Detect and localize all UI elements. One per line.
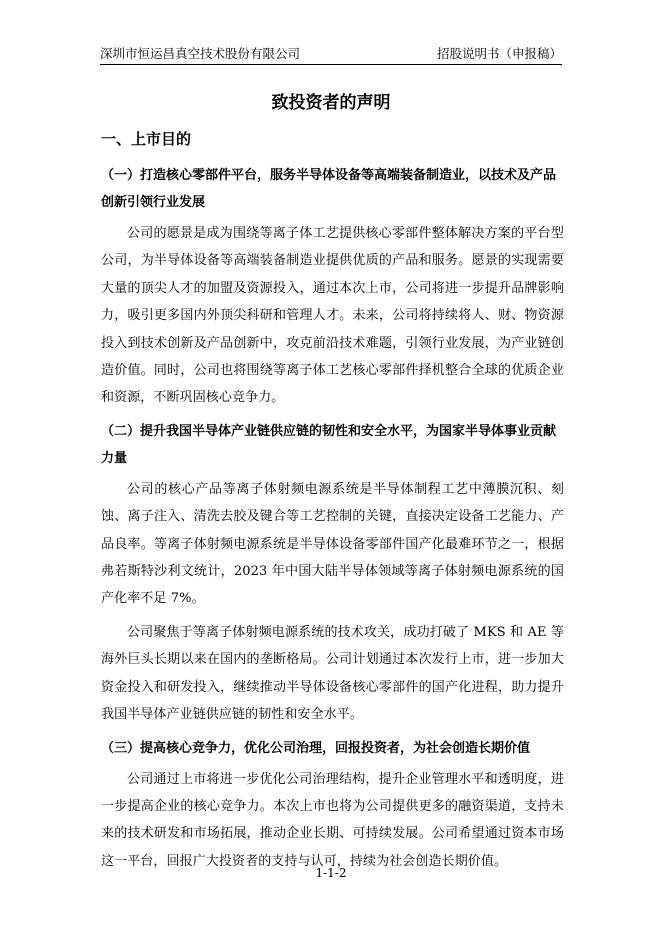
paragraph: 公司通过上市将进一步优化公司治理结构，提升企业管理水平和透明度，进一步提高企业的核心竞争力。本次上市也将为公司提供更多的融资渠道，支持未来的技术研发和市场拓展，推动企业长期、可持续发展。公司希望通过资本市场这一平台，回报广大投资者的支持与认可，持续为社会创造长期价值。 (101, 771, 564, 869)
header-document-type: 招股说明书（申报稿） (436, 46, 562, 61)
paragraph: 公司的核心产品等离子体射频电源系统是半导体制程工艺中薄膜沉积、刻蚀、离子注入、清洗去胶及键合等工艺控制的关键，直接决定设备工艺能力、产品良率。等离子体射频电源系统是半导体设备零部件国产化最难环节之一，根据弗若斯特沙利文统计，2023 年中国大陆半导体领域等离子体射频电源系统的国产化率不足 7%。 (101, 481, 564, 607)
header-company-name: 深圳市恒运昌真空技术股份有限公司 (100, 46, 301, 61)
subsection-heading-2: （二）提升我国半导体产业链供应链的韧性和安全水平，为国家半导体事业贡献力量 (101, 423, 557, 466)
subsection-heading-3: （三）提高核心竞争力，优化公司治理，回报投资者，为社会创造长期价值 (101, 740, 531, 756)
subsection-heading-1: （一）打造核心零部件平台，服务半导体设备等高端装备制造业，以技术及产品创新引领行业发展 (101, 168, 557, 210)
document-body (101, 128, 564, 881)
page-title: 致投资者的声明 (271, 93, 391, 113)
page-number: 1-1-2 (315, 866, 347, 880)
paragraph: 公司聚焦于等离子体射频电源系统的技术攻关，成功打破了 MKS 和 AE 等海外巨头长期以来在国内的垄断格局。公司计划通过本次发行上市，进一步加大资金投入和研发投入，继续推动半导体设备核心零部件的国产化进程，助力提升我国半导体产业链供应链的韧性和安全水平。 (101, 624, 564, 723)
page-header (100, 42, 562, 65)
paragraph: 公司的愿景是成为围绕等离子体工艺提供核心零部件整体解决方案的平台型公司，为半导体设备等高端装备制造业提供优质的产品和服务。愿景的实现需要大量的顶尖人才的加盟及资源投入，通过本次上市，公司将进一步提升品牌影响力，吸引更多国内外顶尖科研和管理人才。未来，公司将持续将人、财、物资源投入到技术创新及产品创新中，攻克前沿技术难题，引领行业发展，为产业链创造价值。同时，公司也将围绕等离子体工艺核心零部件择机整合全球的优质企业和资源，不断巩固核心竞争力。 (101, 226, 564, 406)
section-heading: 一、上市目的 (101, 130, 192, 148)
